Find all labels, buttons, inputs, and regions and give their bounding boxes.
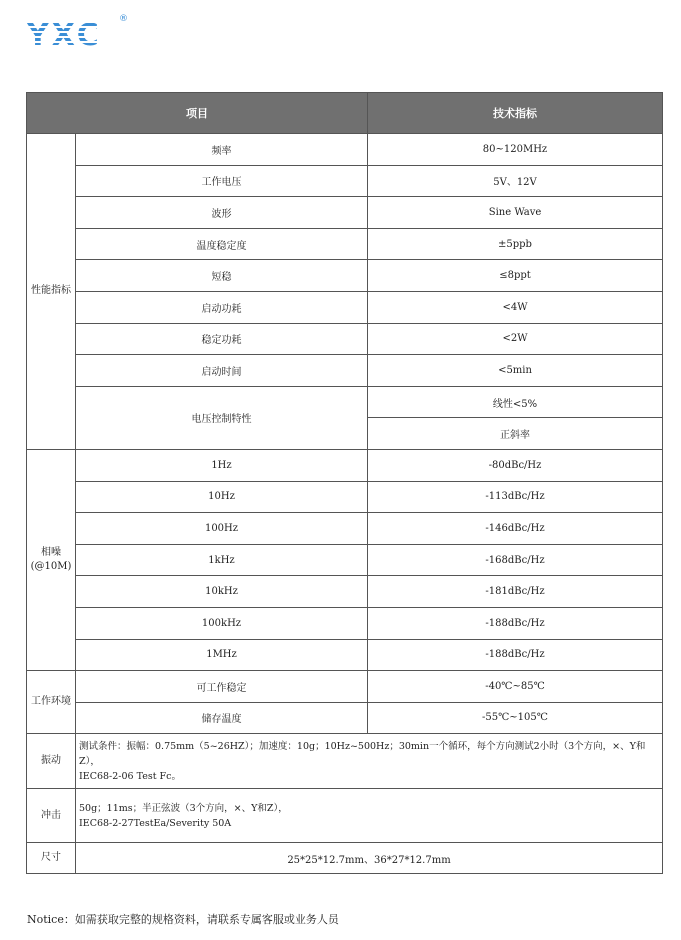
table-row [27, 734, 663, 789]
row-value: -80dBc/Hz [368, 449, 663, 481]
header-item: 项目 [27, 93, 368, 134]
table-row [27, 291, 663, 323]
table-row [27, 789, 663, 843]
row-value: -188dBc/Hz [368, 607, 663, 639]
registered-mark: ® [119, 14, 128, 24]
row-item: 短稳 [76, 260, 368, 292]
vibration-conditions [76, 734, 663, 789]
row-item: 稳定功耗 [76, 323, 368, 355]
table-row [27, 607, 663, 639]
table-row [27, 386, 663, 418]
row-item: 波形 [76, 197, 368, 229]
table-header-row [27, 93, 663, 134]
row-item: 可工作稳定 [76, 671, 368, 703]
row-value: 正斜率 [368, 418, 663, 450]
table-row [27, 843, 663, 874]
row-item: 启动时间 [76, 355, 368, 387]
table-row [27, 702, 663, 734]
row-item: 温度稳定度 [76, 228, 368, 260]
category-shock: 冲击 [27, 789, 76, 843]
row-value: <5min [368, 355, 663, 387]
row-value: -188dBc/Hz [368, 639, 663, 671]
row-item: 100kHz [76, 607, 368, 639]
row-value: -113dBc/Hz [368, 481, 663, 513]
row-item: 频率 [76, 134, 368, 166]
table-row [27, 544, 663, 576]
row-value: Sine Wave [368, 197, 663, 229]
row-value: <4W [368, 291, 663, 323]
category-phase-noise [27, 449, 76, 670]
table-row [27, 323, 663, 355]
vibration-text: 测试条件：振幅：0.75mm（5~26HZ）；加速度：10g；10Hz~500Hz；30min一个循环，每个方向测试2小时（3个方向，×、Y和Z）， [79, 740, 646, 767]
table-row [27, 260, 663, 292]
row-value: 线性<5% [368, 386, 663, 418]
table-row [27, 481, 663, 513]
row-item: 1kHz [76, 544, 368, 576]
category-environment: 工作环境 [27, 671, 76, 734]
yxc-logo [27, 14, 127, 54]
header-spec: 技术指标 [368, 93, 663, 134]
row-item: 启动功耗 [76, 291, 368, 323]
row-item: 电压控制特性 [76, 386, 368, 449]
row-item: 10kHz [76, 576, 368, 608]
row-value: ≤8ppt [368, 260, 663, 292]
row-value: -181dBc/Hz [368, 576, 663, 608]
row-item: 100Hz [76, 513, 368, 545]
table-row [27, 355, 663, 387]
row-value: ±5ppb [368, 228, 663, 260]
category-sublabel: (@10M) [30, 561, 72, 573]
vibration-standard: IEC68-2-06 Test Fc。 [79, 770, 181, 782]
table-row [27, 671, 663, 703]
table-row [27, 639, 663, 671]
row-item: 1Hz [76, 449, 368, 481]
row-value: -146dBc/Hz [368, 513, 663, 545]
table-row [27, 165, 663, 197]
notice-text: Notice：如需获取完整的规格资料，请联系专属客服或业务人员 [27, 913, 339, 926]
row-item: 工作电压 [76, 165, 368, 197]
shock-conditions [76, 789, 663, 843]
row-value: -40℃~85℃ [368, 671, 663, 703]
row-value: 80~120MHz [368, 134, 663, 166]
table-row [27, 513, 663, 545]
category-vibration: 振动 [27, 734, 76, 789]
row-item: 1MHz [76, 639, 368, 671]
table-row [27, 576, 663, 608]
table-row [27, 197, 663, 229]
shock-standard: IEC68-2-27TestEa/Severity 50A [79, 817, 232, 829]
row-value: -168dBc/Hz [368, 544, 663, 576]
row-item: 储存温度 [76, 702, 368, 734]
table-row [27, 449, 663, 481]
row-value: 5V、12V [368, 165, 663, 197]
category-label: 相噪 [41, 547, 61, 559]
size-value: 25*25*12.7mm、36*27*12.7mm [76, 843, 663, 874]
row-value: <2W [368, 323, 663, 355]
table-row [27, 134, 663, 166]
category-performance: 性能指标 [27, 134, 76, 450]
category-size: 尺寸 [27, 843, 76, 874]
spec-table [26, 92, 663, 874]
shock-text: 50g；11ms；半正弦波（3个方向，×、Y和Z）， [79, 802, 288, 814]
logo-text: YXC [27, 18, 102, 53]
table-row [27, 228, 663, 260]
row-item: 10Hz [76, 481, 368, 513]
row-value: -55℃~105℃ [368, 702, 663, 734]
